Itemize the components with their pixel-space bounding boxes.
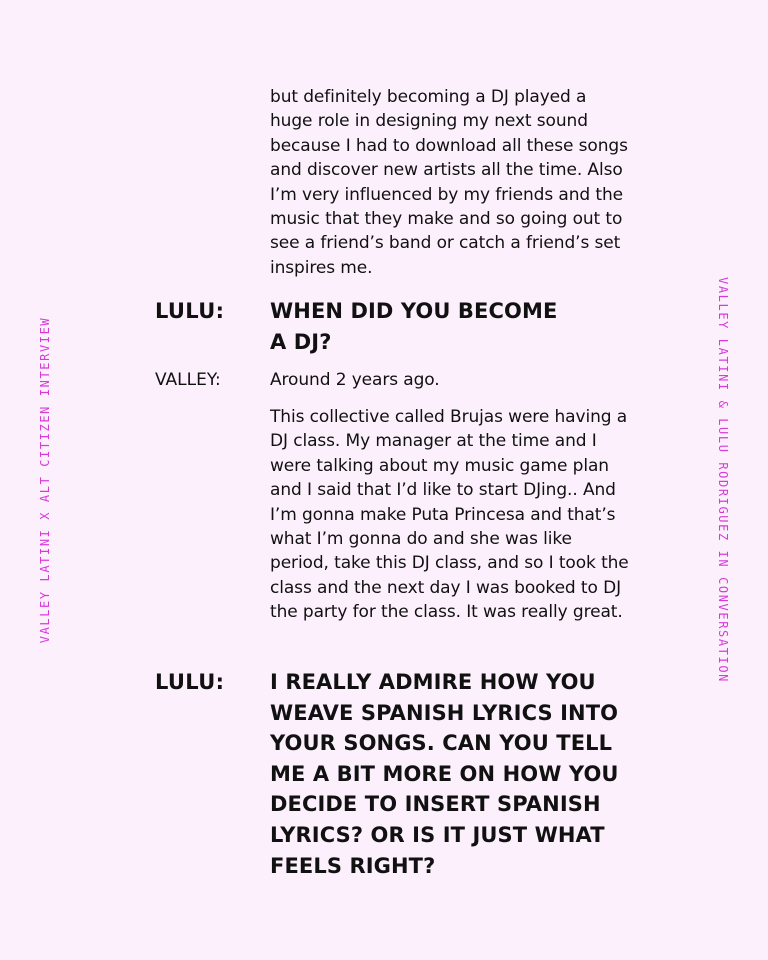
question-1: WHEN DID YOU BECOME A DJ?	[270, 299, 558, 354]
answer-paragraph-1: but definitely becoming a DJ played a huge role in designing my next sound because I had to download all these songs and discover new artists all the time. Also I’m very influenced by my friends and the music that they make and so going out to see a friend’s band or catch a friend’s set inspires me.	[270, 87, 628, 278]
answer-paragraph-2a: Around 2 years ago.	[270, 370, 440, 390]
speaker-label-valley: VALLEY:	[155, 370, 221, 390]
question-2: I REALLY ADMIRE HOW YOU WEAVE SPANISH LYRICS INTO YOUR SONGS. CAN YOU TELL ME A BIT MORE ON HOW YOU DECIDE TO INSERT SPANISH LYRICS? OR IS IT JUST WHAT FEELS RIGHT?	[270, 670, 619, 878]
side-caption-right: VALLEY LATINI & LULU RODRIGUEZ IN CONVERSATION	[716, 277, 730, 683]
answer-paragraph-2b: This collective called Brujas were having a DJ class. My manager at the time and I were talking about my music game plan and I said that I’d like to start DJing.. And I’m gonna make Puta Princesa and that’s what I’m gonna do and she was like period, take this DJ class, and so I took the class and the next day I was booked to DJ the party for the class. It was really great.	[270, 407, 629, 623]
speaker-label-lulu-2: LULU:	[155, 670, 225, 694]
speaker-label-lulu-1: LULU:	[155, 299, 225, 323]
side-caption-left: VALLEY LATINI X ALT CITIZEN INTERVIEW	[38, 316, 52, 644]
